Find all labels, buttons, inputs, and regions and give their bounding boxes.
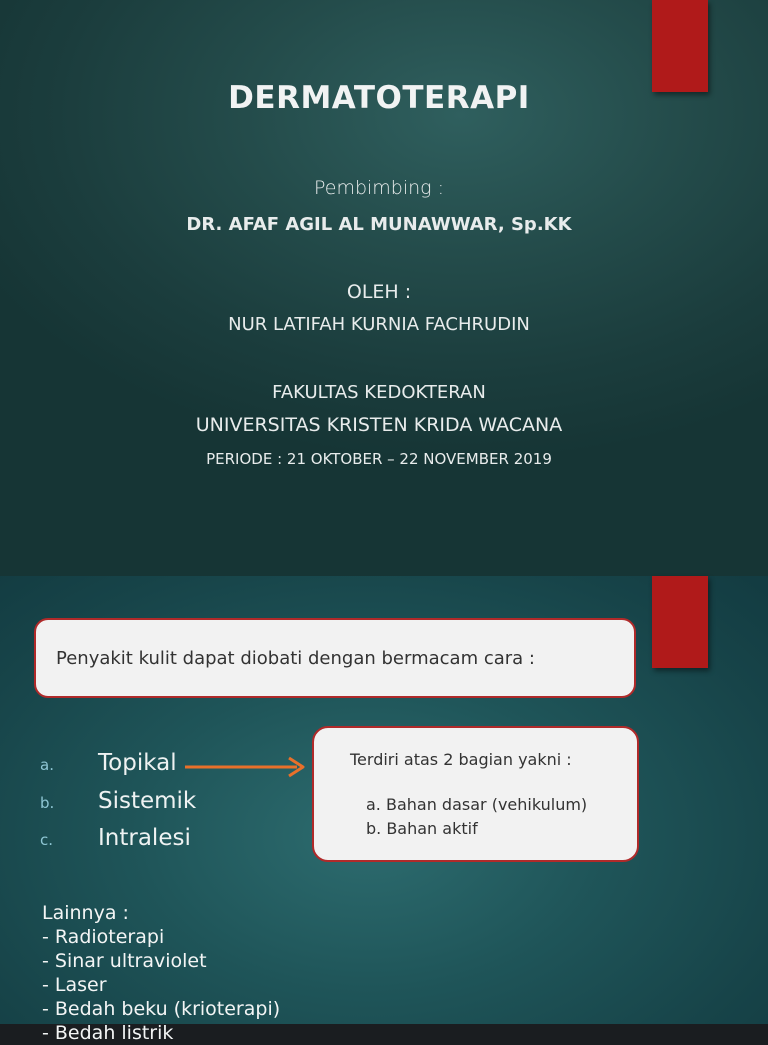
slide-content: [0, 576, 768, 1044]
faculty-name: FAKULTAS KEDOKTERAN: [272, 382, 486, 403]
list-marker: b.: [40, 794, 55, 812]
lainnya-list: [42, 901, 280, 1045]
accent-bar: [652, 576, 708, 668]
author-name: NUR LATIFAH KURNIA FACHRUDIN: [228, 314, 530, 335]
pembimbing-name: DR. AFAF AGIL AL MUNAWWAR, Sp.KK: [186, 214, 572, 235]
detail-box: [312, 726, 639, 862]
university-name: UNIVERSITAS KRISTEN KRIDA WACANA: [195, 414, 563, 436]
detail-item-b: b. Bahan aktif: [366, 819, 478, 838]
lainnya-item: - Bedah beku (krioterapi): [42, 998, 281, 1020]
lainnya-item: - Bedah listrik: [42, 1022, 174, 1044]
list-marker: a.: [40, 756, 54, 774]
list-label: Intralesi: [98, 825, 191, 851]
pembimbing-label: Pembimbing :: [313, 177, 445, 199]
detail-item-a: a. Bahan dasar (vehikulum): [366, 795, 588, 814]
detail-heading: Terdiri atas 2 bagian yakni :: [350, 750, 572, 769]
slide-title-heading: DERMATOTERAPI: [228, 80, 530, 116]
accent-bar: [652, 0, 708, 92]
list-label: Sistemik: [98, 788, 197, 814]
lainnya-heading: Lainnya :: [42, 902, 129, 924]
lainnya-item: - Radioterapi: [42, 926, 165, 948]
list-label: Topikal: [98, 750, 177, 776]
lainnya-item: - Laser: [42, 974, 107, 996]
lainnya-item: - Sinar ultraviolet: [42, 950, 207, 972]
period-text: PERIODE : 21 OKTOBER – 22 NOVEMBER 2019: [206, 450, 552, 468]
intro-box: [34, 618, 636, 698]
intro-text: Penyakit kulit dapat diobati dengan bermacam cara :: [56, 647, 535, 669]
list-marker: c.: [40, 831, 54, 849]
oleh-label: OLEH :: [346, 281, 412, 303]
arrow-right-icon: [185, 756, 313, 778]
